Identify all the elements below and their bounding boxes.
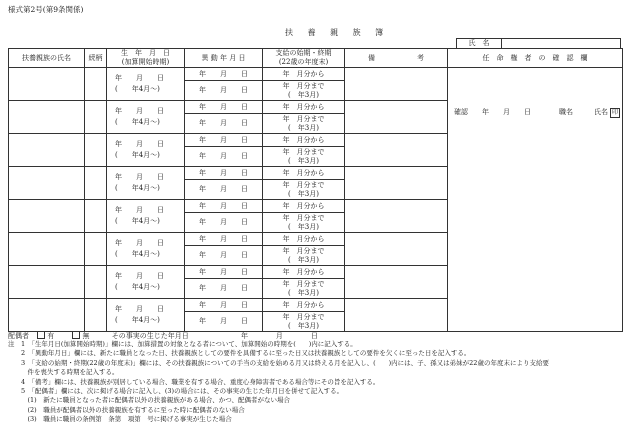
change-date-cell[interactable]: 年 月 日 (185, 114, 263, 134)
relation-cell[interactable] (85, 68, 107, 101)
payment-end-cell[interactable] (263, 213, 345, 233)
header-payment-main: 支給の始期・終期 (275, 49, 332, 57)
dependents-table (8, 48, 623, 332)
birthdate-cell[interactable] (107, 266, 185, 299)
remarks-cell[interactable] (345, 134, 448, 167)
birthdate-start: ( 年4月～) (115, 118, 160, 126)
birthdate-cell[interactable] (107, 200, 185, 233)
header-payment-sub: (22歳の年度末) (278, 58, 329, 66)
payment-start-cell[interactable]: 年 月分から (263, 200, 345, 213)
note-line: (1) 新たに職員となった者に配偶者以外の扶養親族がある場合、かつ、配偶者がない場合 (8, 396, 290, 405)
change-date-cell[interactable]: 年 月 日 (185, 279, 263, 299)
header-confirm: 任 命 権 者 の 確 認 欄 (448, 49, 623, 68)
header-birthdate-sub: (加算開始時期) (121, 58, 170, 66)
payment-end-cell[interactable] (263, 180, 345, 200)
birthdate-start: ( 年4月～) (115, 250, 160, 258)
relation-cell[interactable] (85, 299, 107, 332)
header-payment (263, 49, 345, 68)
dependent-name-cell[interactable] (9, 101, 85, 134)
birthdate-ymd: 年 月 日 (115, 272, 164, 280)
confirm-date-row (454, 108, 620, 118)
birthdate-start: ( 年4月～) (115, 85, 160, 93)
relation-cell[interactable] (85, 101, 107, 134)
change-date-cell[interactable]: 年 月 日 (185, 134, 263, 147)
birthdate-cell[interactable] (107, 167, 185, 200)
note-line: 5 「配偶者」欄には、次に掲げる場合に記入し、(3)の場合には、その事実の生じた年月日を併せて記入する。 (8, 387, 344, 396)
note-line: 4 「備考」欄には、扶養親族が別居している場合、職業を有する場合、重度心身障害者である場合等にその旨を記入する。 (8, 377, 380, 386)
relation-cell[interactable] (85, 167, 107, 200)
page-title: 扶 養 親 族 簿 (285, 28, 390, 37)
birthdate-start: ( 年4月～) (115, 217, 160, 225)
spouse-event-label: その事実の生じた年月日 (111, 332, 189, 340)
change-date-cell[interactable]: 年 月 日 (185, 213, 263, 233)
payment-end-cell[interactable] (263, 81, 345, 101)
change-date-cell[interactable]: 年 月 日 (185, 167, 263, 180)
change-date-cell[interactable]: 年 月 日 (185, 68, 263, 81)
dependent-name-cell[interactable] (9, 266, 85, 299)
payment-age-end: ( 年3月) (288, 222, 319, 231)
birthdate-cell[interactable] (107, 101, 185, 134)
birthdate-ymd: 年 月 日 (115, 140, 164, 148)
header-dependent-name: 扶養親族の氏名 (9, 49, 85, 68)
change-date-cell[interactable]: 年 月 日 (185, 101, 263, 114)
birthdate-cell[interactable] (107, 233, 185, 266)
confirm-cell[interactable] (448, 68, 623, 332)
birthdate-start: ( 年4月～) (115, 283, 160, 291)
payment-age-end: ( 年3月) (288, 123, 319, 132)
note-line: 3 「支給の始期・終期(22歳の年度末)」欄には、その扶養親族についての手当の支給を始める月又は終える月を記入し、( )内には、子、孫又は弟妹が22歳の年度末により支給要 (8, 358, 549, 367)
change-date-cell[interactable]: 年 月 日 (185, 312, 263, 332)
birthdate-ymd: 年 月 日 (115, 206, 164, 214)
payment-end-cell[interactable] (263, 312, 345, 332)
remarks-cell[interactable] (345, 200, 448, 233)
birthdate-cell[interactable] (107, 134, 185, 167)
payment-age-end: ( 年3月) (288, 156, 319, 165)
dependent-name-cell[interactable] (9, 134, 85, 167)
name-field[interactable] (502, 39, 621, 49)
payment-age-end: ( 年3月) (288, 288, 319, 297)
change-date-cell[interactable]: 年 月 日 (185, 147, 263, 167)
birthdate-start: ( 年4月～) (115, 151, 160, 159)
birthdate-start: ( 年4月～) (115, 184, 160, 192)
change-date-cell[interactable]: 年 月 日 (185, 200, 263, 213)
confirm-date: 確認 年 月 日 (454, 108, 531, 116)
header-birthdate-main: 生 年 月 日 (121, 49, 170, 57)
payment-end-text: 年 月分まで (282, 279, 325, 288)
note-line: 注 1 「生年月日(加算開始時期)」欄には、加算措置の対象となる者について、加算開始の時期を( )内に記入する。 (8, 340, 357, 348)
note-line: 件を喪失する時期を記入する。 (8, 368, 119, 377)
remarks-cell[interactable] (345, 266, 448, 299)
birthdate-cell[interactable] (107, 68, 185, 101)
payment-end-cell[interactable] (263, 114, 345, 134)
change-date-cell[interactable]: 年 月 日 (185, 299, 263, 312)
change-date-cell[interactable]: 年 月 日 (185, 266, 263, 279)
spouse-no-label: 無 (82, 332, 90, 340)
remarks-cell[interactable] (345, 299, 448, 332)
dependent-name-cell[interactable] (9, 233, 85, 266)
dependent-name-cell[interactable] (9, 299, 85, 332)
remarks-cell[interactable] (345, 233, 448, 266)
payment-start-cell[interactable]: 年 月分から (263, 266, 345, 279)
change-date-cell[interactable]: 年 月 日 (185, 233, 263, 246)
relation-cell[interactable] (85, 266, 107, 299)
birthdate-ymd: 年 月 日 (115, 173, 164, 181)
payment-start-cell[interactable]: 年 月分から (263, 134, 345, 147)
relation-cell[interactable] (85, 134, 107, 167)
payment-start-cell[interactable]: 年 月分から (263, 101, 345, 114)
payment-end-cell[interactable] (263, 147, 345, 167)
dependent-name-cell[interactable] (9, 200, 85, 233)
seal-icon: 印 (611, 109, 618, 116)
dependent-name-cell[interactable] (9, 167, 85, 200)
spouse-yes-checkbox[interactable] (37, 331, 45, 339)
change-date-cell[interactable]: 年 月 日 (185, 180, 263, 200)
birthdate-ymd: 年 月 日 (115, 107, 164, 115)
spouse-label: 配偶者 (8, 332, 29, 340)
payment-end-text: 年 月分まで (282, 246, 325, 255)
payment-end-text: 年 月分まで (282, 312, 325, 321)
payment-start-cell[interactable]: 年 月分から (263, 233, 345, 246)
remarks-cell[interactable] (345, 101, 448, 134)
relation-cell[interactable] (85, 233, 107, 266)
note-line: (3) 職員に職員の条例第 条第 項第 号に掲げる事実が生じた場合 (8, 415, 232, 424)
birthdate-cell[interactable] (107, 299, 185, 332)
birthdate-ymd: 年 月 日 (115, 74, 164, 82)
birthdate-ymd: 年 月 日 (115, 239, 164, 247)
confirm-role: 職名 氏名 (559, 108, 608, 116)
spouse-event-date[interactable]: 年 月 日 (240, 332, 318, 340)
spouse-no-checkbox[interactable] (72, 331, 80, 339)
payment-age-end: ( 年3月) (288, 321, 319, 330)
remarks-cell[interactable] (345, 167, 448, 200)
birthdate-start: ( 年4月～) (115, 316, 160, 324)
change-date-cell[interactable]: 年 月 日 (185, 81, 263, 101)
name-label: 氏 名 (457, 39, 502, 49)
dependent-name-cell[interactable] (9, 68, 85, 101)
payment-age-end: ( 年3月) (288, 90, 319, 99)
header-change-date: 異 動 年 月 日 (185, 49, 263, 68)
payment-end-text: 年 月分まで (282, 114, 325, 123)
remarks-cell[interactable] (345, 68, 448, 101)
payment-end-text: 年 月分まで (282, 180, 325, 189)
payment-start-cell[interactable]: 年 月分から (263, 167, 345, 180)
payment-start-cell[interactable]: 年 月分から (263, 68, 345, 81)
note-line: (2) 職員が配偶者以外の扶養親族を有するに至った時に配偶者のない場合 (8, 405, 245, 414)
payment-end-text: 年 月分まで (282, 81, 325, 90)
payment-end-cell[interactable] (263, 279, 345, 299)
relation-cell[interactable] (85, 200, 107, 233)
payment-end-text: 年 月分まで (282, 213, 325, 222)
change-date-cell[interactable]: 年 月 日 (185, 246, 263, 266)
payment-end-text: 年 月分まで (282, 147, 325, 156)
spouse-yes-label: 有 (47, 332, 55, 340)
form-id: 様式第2号(第9条関係) (8, 5, 84, 14)
note-line: 2 「異動年月日」欄には、新たに職員となった日、扶養親族としての要件を具備するに至った日又は扶養親族としての要件を欠くに至った日を記入する。 (8, 349, 471, 358)
payment-age-end: ( 年3月) (288, 189, 319, 198)
header-birthdate (107, 49, 185, 68)
payment-end-cell[interactable] (263, 246, 345, 266)
header-relation: 続柄 (85, 49, 107, 68)
notes-section (8, 340, 622, 425)
payment-start-cell[interactable]: 年 月分から (263, 299, 345, 312)
header-remarks: 備 考 (345, 49, 448, 68)
payment-age-end: ( 年3月) (288, 255, 319, 264)
birthdate-ymd: 年 月 日 (115, 305, 164, 313)
